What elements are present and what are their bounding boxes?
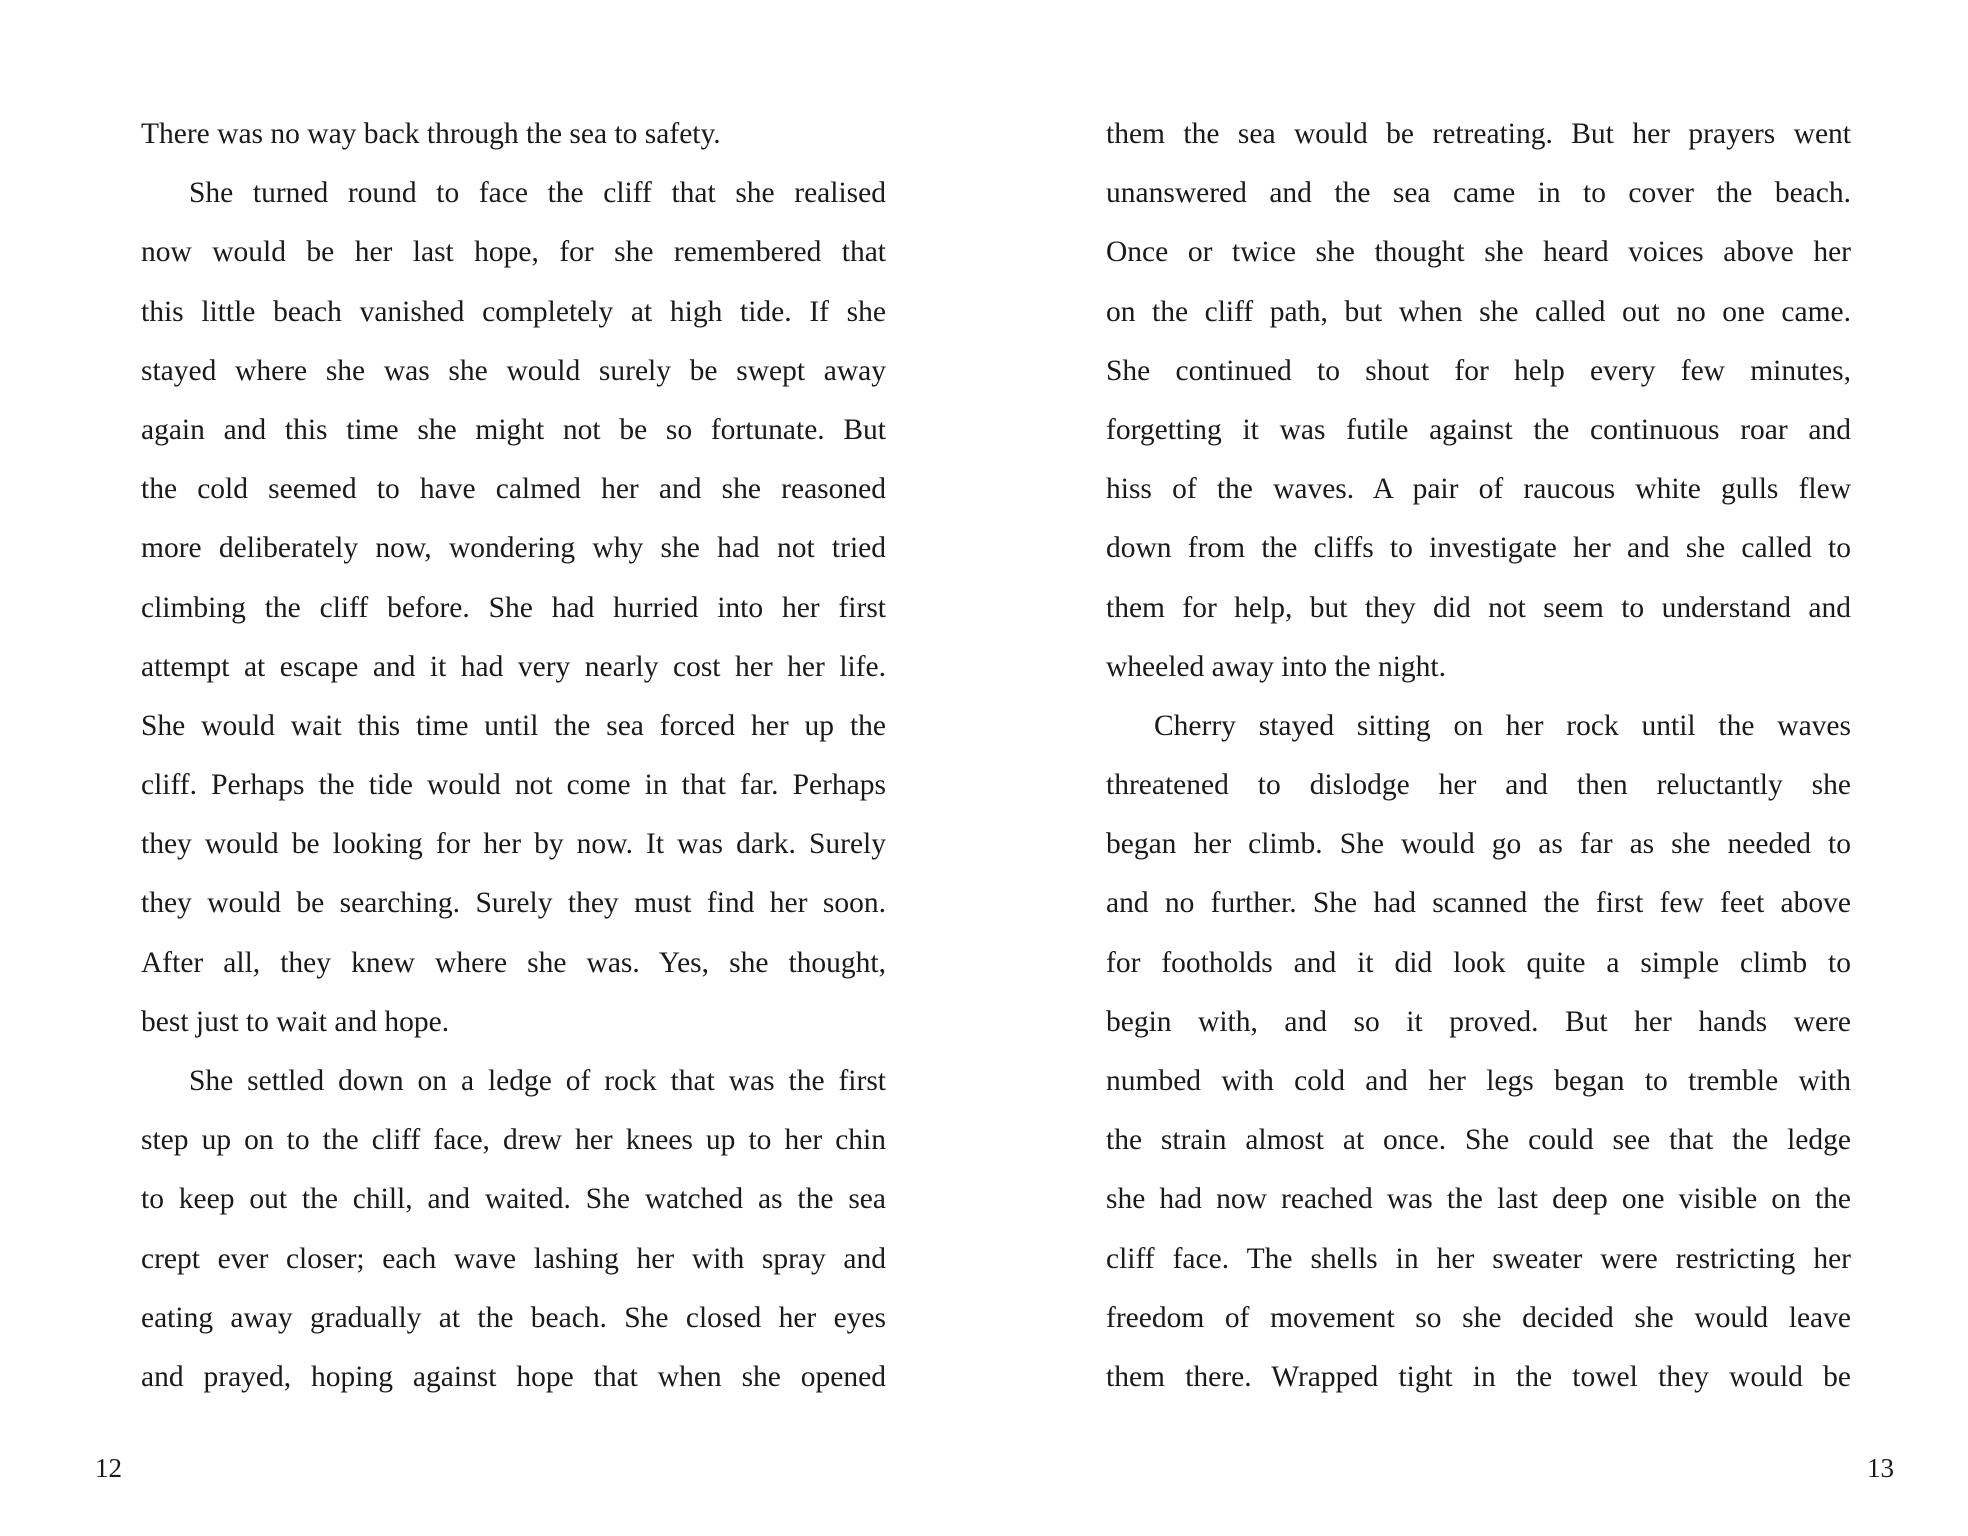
text-line: Once or twice she thought she heard voices above her xyxy=(1106,236,1851,269)
right-page-number: 13 xyxy=(1867,1453,1894,1483)
text-line: best just to wait and hope. xyxy=(141,1005,450,1038)
text-line: they would be searching. Surely they must find her soon. xyxy=(141,887,886,920)
text-line: the strain almost at once. She could see that the ledge xyxy=(1106,1124,1851,1157)
text-line: begin with, and so it proved. But her hands were xyxy=(1106,1005,1851,1038)
text-line: attempt at escape and it had very nearly cost her her life. xyxy=(141,650,886,683)
text-line: and prayed, hoping against hope that when she opened xyxy=(141,1360,886,1393)
text-line: forgetting it was futile against the continuous roar and xyxy=(1106,413,1851,446)
text-line: hiss of the waves. A pair of raucous white gulls flew xyxy=(1106,473,1851,506)
left-page-number: 12 xyxy=(95,1453,122,1483)
text-line: more deliberately now, wondering why she had not tried xyxy=(141,532,886,565)
text-line: threatened to dislodge her and then reluctantly she xyxy=(1106,769,1851,802)
text-line: She continued to shout for help every few minutes, xyxy=(1106,354,1851,387)
text-line: After all, they knew where she was. Yes, she thought, xyxy=(141,946,886,979)
text-line: freedom of movement so she decided she would leave xyxy=(1106,1301,1851,1334)
text-line: down from the cliffs to investigate her and she called to xyxy=(1106,532,1851,565)
text-line: wheeled away into the night. xyxy=(1106,650,1446,683)
text-line: and no further. She had scanned the first few feet above xyxy=(1106,887,1851,920)
text-line: Cherry stayed sitting on her rock until the waves xyxy=(1154,709,1851,742)
text-line: step up on to the cliff face, drew her knees up to her chin xyxy=(141,1124,886,1157)
text-line: the cold seemed to have calmed her and she reasoned xyxy=(141,473,886,506)
text-line: to keep out the chill, and waited. She watched as the sea xyxy=(141,1183,886,1216)
text-line: There was no way back through the sea to safety. xyxy=(141,118,721,150)
text-line: cliff. Perhaps the tide would not come in that far. Perhaps xyxy=(141,769,886,802)
text-line: She would wait this time until the sea forced her up the xyxy=(141,709,886,742)
text-line: She settled down on a ledge of rock that was the first xyxy=(189,1065,886,1097)
text-line: them there. Wrapped tight in the towel they would be xyxy=(1106,1360,1851,1393)
text-line: them for help, but they did not seem to understand and xyxy=(1106,591,1851,624)
text-line: again and this time she might not be so fortunate. But xyxy=(141,413,886,446)
text-line: climbing the cliff before. She had hurried into her first xyxy=(141,591,886,624)
text-line: began her climb. She would go as far as she needed to xyxy=(1106,828,1851,861)
text-line: now would be her last hope, for she remembered that xyxy=(141,236,886,269)
text-line: stayed where she was she would surely be swept away xyxy=(141,354,886,387)
text-line: they would be looking for her by now. It was dark. Surely xyxy=(141,828,886,861)
text-line: for footholds and it did look quite a simple climb to xyxy=(1106,946,1851,979)
text-line: she had now reached was the last deep one visible on the xyxy=(1106,1183,1851,1216)
text-line: She turned round to face the cliff that she realised xyxy=(189,177,886,210)
text-line: this little beach vanished completely at high tide. If she xyxy=(141,295,886,328)
right-page xyxy=(984,0,1968,1536)
right-page-text xyxy=(1106,110,1851,1412)
left-page-text xyxy=(141,110,886,1412)
text-line: on the cliff path, but when she called out no one came. xyxy=(1106,295,1851,328)
text-line: them the sea would be retreating. But her prayers went xyxy=(1106,118,1851,150)
text-line: crept ever closer; each wave lashing her with spray and xyxy=(141,1242,886,1275)
text-line: eating away gradually at the beach. She closed her eyes xyxy=(141,1301,886,1334)
text-line: cliff face. The shells in her sweater were restricting her xyxy=(1106,1242,1851,1275)
text-line: unanswered and the sea came in to cover the beach. xyxy=(1106,177,1851,210)
text-line: numbed with cold and her legs began to tremble with xyxy=(1106,1065,1851,1097)
